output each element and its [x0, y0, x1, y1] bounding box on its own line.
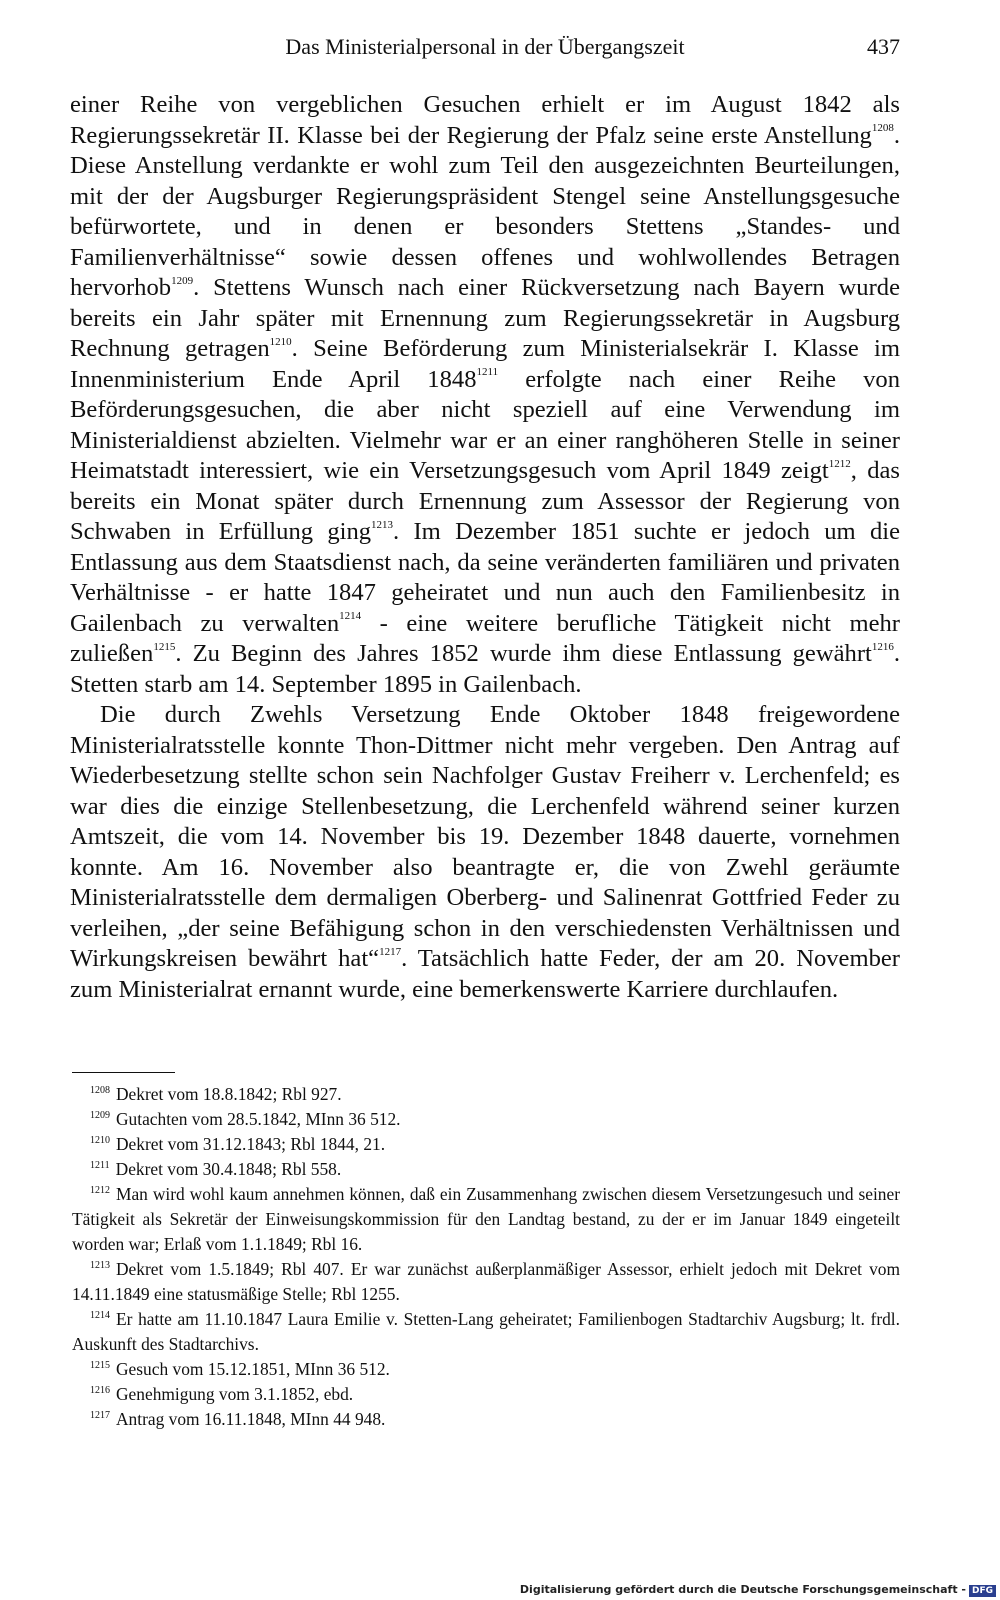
- footnote-text: Antrag vom 16.11.1848, MInn 44 948.: [116, 1409, 386, 1429]
- running-header: [70, 28, 900, 68]
- footnote-text: Er hatte am 11.10.1847 Laura Emilie v. Stetten-Lang geheiratet; Familienbogen Stadtarchiv Augsburg; lt. frdl. Auskunft des Stadtarchivs.: [72, 1309, 900, 1354]
- footnote-ref-1208[interactable]: 1208: [871, 122, 894, 135]
- footnote-divider: [72, 1072, 175, 1073]
- footnote-number: 1212: [90, 1185, 110, 1197]
- footnote-number: 1208: [90, 1085, 110, 1097]
- text-run: . Im Dezember 1851 suchte er jedoch um die Entlassung aus dem Staatsdienst nach, da seine veränderten familiären und privaten Verhältnisse - er hatte 1847 geheiratet und nun auch den Familienbesitz in Gailenbach zu verwalten: [70, 518, 900, 637]
- footnote: [72, 1132, 900, 1157]
- footnote-number: 1213: [90, 1260, 110, 1272]
- footnote-text: Man wird wohl kaum annehmen können, daß ein Zusammenhang zwischen diesem Versetzungesuch und seiner Tätigkeit als Sekretär der Einweisungskommission für den Landtag bestand, zu der er im Januar 1849 eingeteilt worden war; Erlaß vom 1.1.1849; Rbl 16.: [72, 1184, 900, 1254]
- footnote-number: 1210: [90, 1135, 110, 1147]
- footnotes: [72, 1082, 900, 1432]
- running-title: Das Ministerialpersonal in der Übergangszeit: [285, 34, 685, 59]
- page-number: 437: [867, 34, 900, 59]
- footnote-ref-1209[interactable]: 1209: [171, 274, 194, 287]
- footnote-ref-1214[interactable]: 1214: [339, 610, 362, 623]
- credit-text: Digitalisierung gefördert durch die Deutsche Forschungsgemeinschaft -: [519, 1583, 966, 1596]
- footnote-number: 1214: [90, 1310, 110, 1322]
- footnote: [72, 1357, 900, 1382]
- text-run: . Tatsächlich hatte Feder, der am 20. November zum Ministerialrat ernannt wurde, eine bemerkenswerte Karriere durchlaufen.: [70, 945, 900, 1003]
- footnote-number: 1211: [90, 1160, 110, 1172]
- text-run: . Stetten starb am 14. September 1895 in Gailenbach.: [70, 640, 900, 698]
- dfg-logo: DFG: [969, 1585, 996, 1597]
- footnote-ref-1210[interactable]: 1210: [269, 335, 292, 348]
- footnote-number: 1215: [90, 1360, 110, 1372]
- paragraph-1: [70, 90, 900, 700]
- footnote-ref-1212[interactable]: 1212: [828, 457, 851, 470]
- footnote-ref-1217[interactable]: 1217: [379, 945, 402, 958]
- paragraph-2: [70, 700, 900, 1005]
- footnote-ref-1216[interactable]: 1216: [871, 640, 894, 653]
- text-run: erfolgte nach einer Reihe von Beförderungsgesuchen, die aber nicht speziell auf eine Verwendung im Ministerialdienst abzielten. Vielmehr war er an einer ranghöheren Stelle in seiner Heimatstadt interessiert, wie ein Versetzungsgesuch vom April 1849 zeigt: [70, 365, 900, 484]
- footnote-text: Dekret vom 18.8.1842; Rbl 927.: [116, 1084, 342, 1104]
- footnote: [72, 1182, 900, 1257]
- footnote: [72, 1082, 900, 1107]
- footnote-ref-1213[interactable]: 1213: [371, 518, 394, 531]
- footnote-text: Dekret vom 1.5.1849; Rbl 407. Er war zunächst außerplanmäßiger Assessor, erhielt jedoch mit Dekret vom 14.11.1849 eine statusmäßige Stelle; Rbl 1255.: [72, 1259, 900, 1304]
- footnote-text: Dekret vom 30.4.1848; Rbl 558.: [115, 1159, 342, 1179]
- footnote: [72, 1307, 900, 1357]
- footnote-text: Gesuch vom 15.12.1851, MInn 36 512.: [116, 1359, 390, 1379]
- footnote-number: 1217: [90, 1410, 110, 1422]
- footnote-ref-1211[interactable]: 1211: [476, 366, 499, 379]
- footnote-ref-1215[interactable]: 1215: [153, 640, 176, 653]
- text-run: einer Reihe von vergeblichen Gesuchen erhielt er im August 1842 als Regierungssekretär II. Klasse bei der Regierung der Pfalz seine erste Anstellung: [70, 91, 900, 149]
- text-run: Die durch Zwehls Versetzung Ende Oktober 1848 freigewordene Ministerialratsstelle konnte Thon-Dittmer nicht mehr vergeben. Den Antrag auf Wiederbesetzung stellte schon sein Nachfolger Gustav Freiherr v. Lerchenfeld; es war dies die einzige Stellenbesetzung, die Lerchenfeld während seiner kurzen Amtszeit, die vom 14. November bis 19. Dezember 1848 dauerte, vornehmen konnte. Am 16. November also beantragte er, die von Zwehl geräumte Ministerialratsstelle dem dermaligen Oberberg- und Salinenrat Gottfried Feder zu verleihen, „der seine Befähigung schon in den verschiedensten Verhältnissen und Wirkungskreisen bewährt hat“: [70, 701, 900, 972]
- footnote: [72, 1382, 900, 1407]
- footnote: [72, 1407, 900, 1432]
- footnote: [72, 1157, 900, 1182]
- text-run: - eine weitere berufliche Tätigkeit nicht mehr zuließen: [70, 609, 900, 667]
- text-run: . Diese Anstellung verdankte er wohl zum Teil den ausgezeichnten Beurteilungen, mit der der Augsburger Regierungspräsident Stengel seine Anstellungsgesuche befürwortete, und in denen er besonders Stettens „Standes- und Familienverhältnisse“ sowie dessen offenes und wohlwollendes Betragen hervorhob: [70, 121, 900, 301]
- text-run: . Seine Beförderung zum Ministerialsekrär I. Klasse im Innenministerium Ende April 1848: [70, 335, 900, 393]
- footnote: [72, 1257, 900, 1307]
- footnote-number: 1209: [90, 1110, 110, 1122]
- body-text: [70, 90, 900, 1005]
- footnote-text: Dekret vom 31.12.1843; Rbl 1844, 21.: [116, 1134, 386, 1154]
- footnote-text: Gutachten vom 28.5.1842, MInn 36 512.: [116, 1109, 401, 1129]
- text-run: , das bereits ein Monat später durch Ernennung zum Assessor der Regierung von Schwaben in Erfüllung ging: [70, 457, 900, 545]
- digitization-credit: [520, 1583, 996, 1597]
- text-run: . Zu Beginn des Jahres 1852 wurde ihm diese Entlassung gewährt: [175, 640, 872, 667]
- text-run: . Stettens Wunsch nach einer Rückversetzung nach Bayern wurde bereits ein Jahr später mit Ernennung zum Regierungssekretär in Augsburg Rechnung getragen: [70, 274, 900, 362]
- footnote-text: Genehmigung vom 3.1.1852, ebd.: [116, 1384, 354, 1404]
- footnote: [72, 1107, 900, 1132]
- footnote-number: 1216: [90, 1385, 110, 1397]
